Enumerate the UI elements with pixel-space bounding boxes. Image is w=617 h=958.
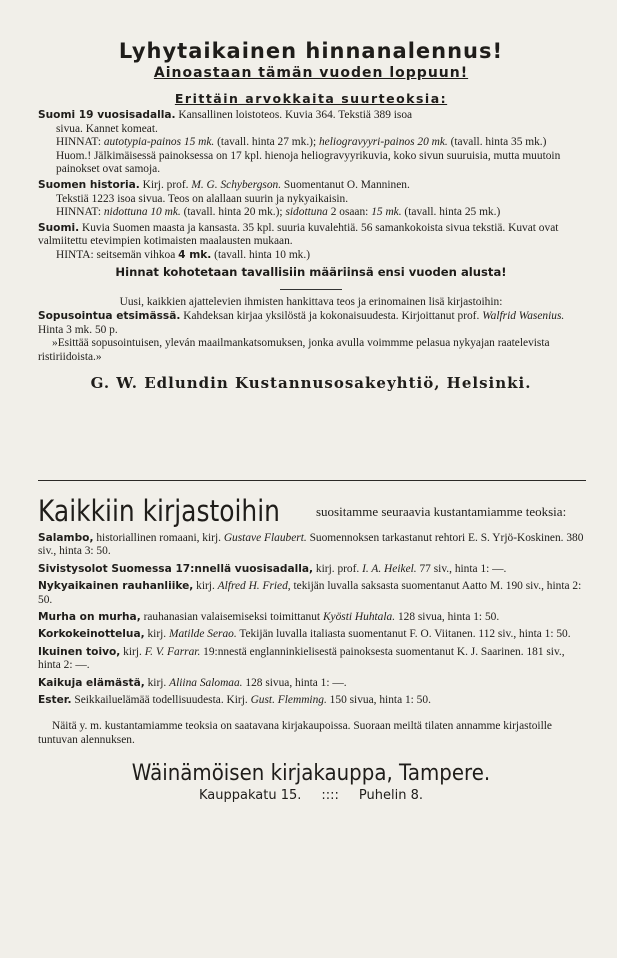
book-list xyxy=(38,532,584,708)
book-desc: 77 siv., hinta 1: —. xyxy=(416,562,507,575)
book-title: Suomi 19 vuosisadalla. xyxy=(38,109,176,121)
contact-separator: :::: xyxy=(321,788,339,804)
book-author: Gustave Flaubert. xyxy=(223,531,307,544)
book-entry-suomi xyxy=(38,222,584,263)
library-heading xyxy=(38,494,584,528)
price-option: nidottuna 10 mk. xyxy=(103,206,181,219)
book-title: Suomi. xyxy=(38,221,80,234)
price-value: 4 mk. xyxy=(178,248,212,261)
price-note: (tavall. hinta 35 mk.) Huom.! Jälkimäisessä painoksessa on 17 kpl. hienoja heliogravyyrikuvia, koko sivun suuruisia, mutta muutoin painokset ovat samoja. xyxy=(56,136,561,176)
book-author: M. G. Schybergson. xyxy=(191,178,282,191)
bookstore-contact xyxy=(38,788,584,803)
book-author: Gust. Flemming. xyxy=(250,693,327,706)
book-title: Nykyaikainen rauhanliike, xyxy=(38,579,194,592)
book-title: Salambo, xyxy=(38,531,94,544)
book-quote: »Esittää sopusointuisen, yleván maailmankatsomuksen, jonka avulla voimmme pelasua nykyajan raatelevista ristiriidoista.» xyxy=(38,337,550,363)
book-translator: Suomentanut O. Manninen. xyxy=(281,178,410,191)
book-prices xyxy=(38,136,584,177)
book-title: Kaikuja elämästä, xyxy=(38,676,145,689)
list-item xyxy=(38,532,584,560)
price-option: heliogravyyri-painos 20 mk. xyxy=(318,136,448,149)
top-advert xyxy=(38,38,584,392)
list-item xyxy=(38,580,584,608)
big-title: Kaikkiin kirjastoihin xyxy=(38,494,280,528)
book-prices xyxy=(38,206,584,220)
library-note: Näitä y. m. kustantamiamme teoksia on saatavana kirjakaupoissa. Suoraan meiltä tilaten annamme kirjastoille tuntuvan alennuksen. xyxy=(38,719,552,746)
list-item xyxy=(38,628,584,642)
price-label: HINNAT: xyxy=(56,136,104,149)
book-entry-historia xyxy=(38,179,584,220)
book-title: Ester. xyxy=(38,693,72,706)
book-desc: 19:nnestä englanninkielisestä painoksesta suomentanut K. J. Saarinen. 181 siv., hinta 2: —. xyxy=(38,645,565,672)
price-option: autotypia-painos 15 mk. xyxy=(103,136,215,149)
book-author: Matilde Serao. xyxy=(169,628,237,641)
book-author: Kyösti Huhtala. xyxy=(322,610,396,623)
book-desc: historiallinen romaani, kirj. xyxy=(93,531,224,544)
book-desc: 128 sivua, hinta 1: 50. xyxy=(395,610,500,623)
list-item xyxy=(38,611,584,625)
book-entry-sopusointua xyxy=(38,310,584,337)
price-option: 15 mk. xyxy=(371,206,402,219)
book-desc: Suomennoksen tarkastanut rehtori E. S. Yrjö-Koskinen. 380 siv., hinta 3: 50. xyxy=(38,531,584,558)
subheadline: Ainoastaan tämän vuoden loppuun! xyxy=(153,65,469,81)
intro-text: Uusi, kaikkien ajattelevien ihmisten hankittava teos ja erinomainen lisä kirjastoihin: xyxy=(119,295,503,308)
book-author: I. A. Heikel. xyxy=(362,562,417,575)
book-price xyxy=(38,249,584,263)
list-item xyxy=(38,694,584,708)
list-item xyxy=(38,677,584,691)
price-note: 2 osaan: xyxy=(327,206,372,219)
bottom-advert xyxy=(38,494,584,803)
book-title: Ikuinen toivo, xyxy=(38,645,121,658)
list-item xyxy=(38,563,584,577)
price-label: HINTA: seitsemän vihkoa xyxy=(56,248,179,261)
book-desc: kirj. xyxy=(193,579,218,592)
phone-number: Puhelin 8. xyxy=(358,788,423,804)
price-label: HINNAT: xyxy=(56,206,104,219)
book-author: Walfrid Wasenius. xyxy=(482,310,565,323)
price-note: (tavall. hinta 10 mk.) xyxy=(211,248,311,261)
book-desc: 150 sivua, hinta 1: 50. xyxy=(326,693,431,706)
book-author: F. V. Farrar. xyxy=(144,645,201,658)
book-title: Suomen historia. xyxy=(38,178,140,191)
section-divider xyxy=(38,480,586,481)
book-desc-cont: sivua. Kannet komeat. xyxy=(56,122,158,135)
book-desc: Tekstiä 1223 isoa sivua. Teos on alallaan suurin ja nykyaikaisin. xyxy=(56,192,349,205)
book-title: Korkokeinottelua, xyxy=(38,628,145,641)
book-desc: kirj. xyxy=(144,628,169,641)
book-title: Sivistysolot Suomessa 17:nnellä vuosisadalla, xyxy=(38,562,314,575)
book-desc: Tekijän luvalla italiasta suomentanut F. O. Viitanen. 112 siv., hinta 1: 50. xyxy=(236,628,571,641)
price-notice: Hinnat kohotetaan tavallisiin määriinsä ensi vuoden alusta! xyxy=(115,264,507,279)
book-desc: kirj. xyxy=(120,645,145,658)
short-divider xyxy=(280,289,342,290)
list-item xyxy=(38,646,584,674)
book-title: Murha on murha, xyxy=(38,610,141,623)
book-entry-suomi19 xyxy=(38,109,584,177)
book-desc: rauhanasian valaisemiseksi toimittanut xyxy=(140,610,323,623)
street-address: Kauppakatu 15. xyxy=(198,788,302,804)
book-desc: kirj. xyxy=(144,676,170,689)
bookstore-name: Wäinämöisen kirjakauppa, Tampere. xyxy=(131,761,491,787)
price-option: sidottuna xyxy=(285,206,328,219)
book-author: Aliina Salomaa. xyxy=(169,676,243,689)
book-desc: kirj. prof. xyxy=(313,562,363,575)
section-heading: Erittäin arvokkaita suurteoksia: xyxy=(174,91,448,106)
publisher-name: G. W. Edlundin Kustannusosakeyhtiö, Helsinki. xyxy=(90,373,532,392)
book-desc: tekijän luvalla saksasta suomentanut Aatto M. 190 siv., hinta 2: 50. xyxy=(38,579,582,606)
book-desc: 128 sivua, hinta 1: —. xyxy=(242,676,347,689)
author-prefix: Kirj. prof. xyxy=(139,178,192,191)
heading-side-text: suositamme seuraavia kustantamiamme teoksia: xyxy=(316,503,567,519)
book-desc: Seikkailuelämää todellisuudesta. Kirj. xyxy=(71,693,251,706)
book-title: Sopusointua etsimässä. xyxy=(38,310,181,323)
headline: Lyhytaikainen hinnanalennus! xyxy=(118,39,504,63)
price-note: (tavall. hinta 25 mk.) xyxy=(401,206,501,219)
book-desc: Kansallinen loistoteos. Kuvia 364. Tekstiä 389 isoa xyxy=(175,109,413,121)
book-desc: Kahdeksan kirjaa yksilöstä ja kokonaisuudesta. Kirjoittanut prof. xyxy=(180,310,483,323)
book-price: Hinta 3 mk. 50 p. xyxy=(38,323,118,336)
book-desc: Kuvia Suomen maasta ja kansasta. 35 kpl. suuria kuvalehtiä. 56 samankokoista sivua tekstiä. Kuvat ovat valmiitettu etevimpien kotimaisten maalausten mukaan. xyxy=(38,221,559,248)
price-note: (tavall. hinta 20 mk.); xyxy=(180,206,286,219)
price-note: (tavall. hinta 27 mk.); xyxy=(214,136,319,149)
book-author: Alfred H. Fried, xyxy=(217,579,291,592)
